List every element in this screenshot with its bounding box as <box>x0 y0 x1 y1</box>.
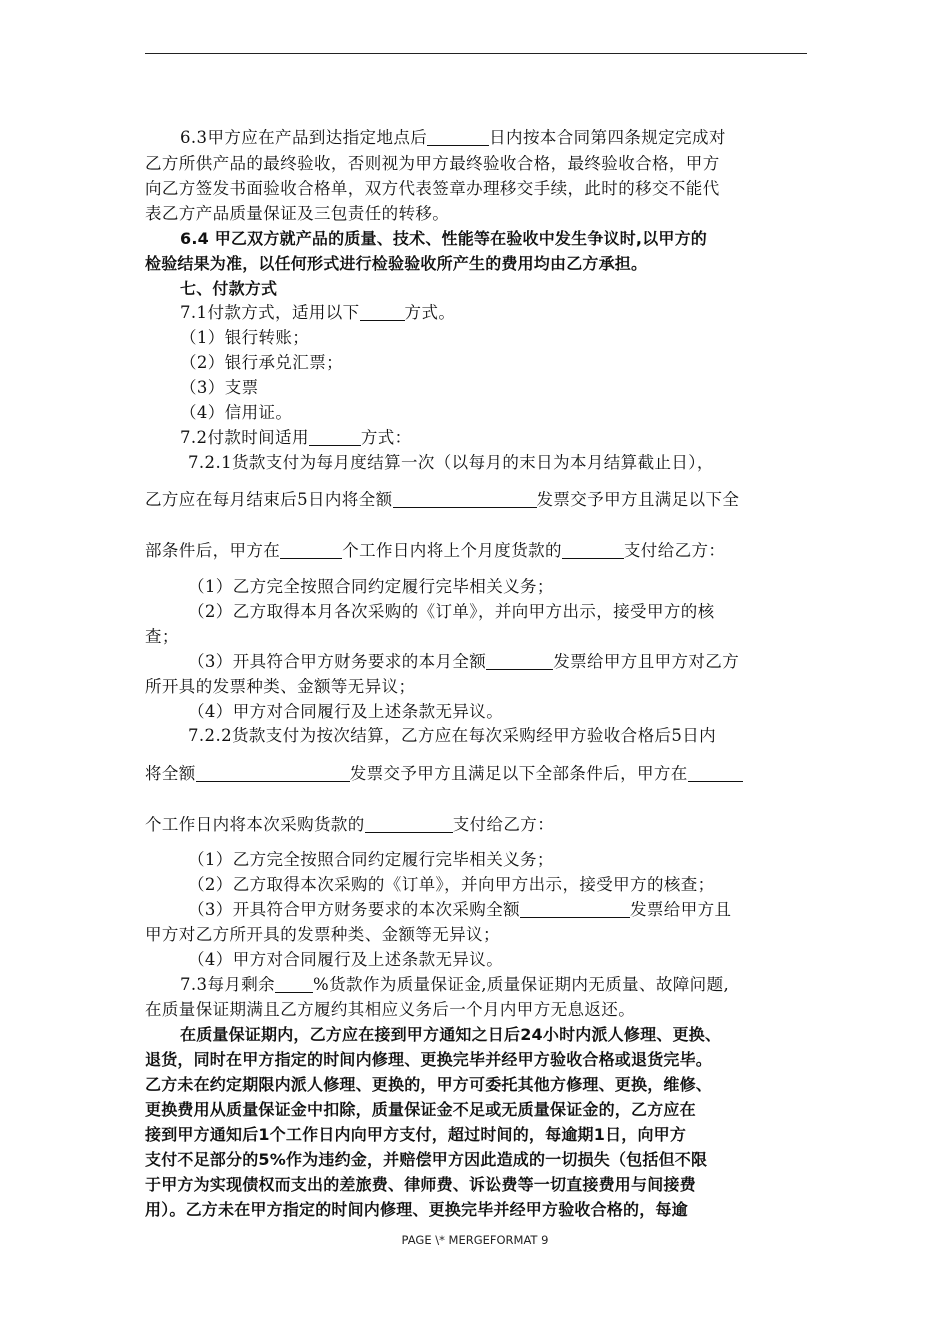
blank-percent <box>275 974 313 993</box>
warranty-line-7: 于甲方为实现债权而支出的差旅费、律师费、诉讼费等一切直接费用与间接费 <box>145 1175 696 1194</box>
monthly-condition-3-line-1 <box>188 651 739 673</box>
header-rule <box>145 53 807 54</box>
monthly-condition-4: （4）甲方对合同履行及上述条款无异议。 <box>188 702 504 721</box>
text: 7.2付款时间适用 <box>180 428 309 447</box>
option-1: （1）银行转账； <box>180 328 310 347</box>
clause-7-2-2-line-3 <box>145 814 554 836</box>
clause-7-3-line-2: 在质量保证期满且乙方履约其相应义务后一个月内甲方无息返还。 <box>145 1000 636 1019</box>
clause-6-3-line-2: 乙方所供产品的最终验收，否则视为甲方最终验收合格，最终验收合格，甲方 <box>145 154 720 173</box>
text: 支付给乙方： <box>452 815 555 834</box>
option-3: （3）支票 <box>180 378 259 397</box>
clause-6-3-line-1 <box>180 127 726 149</box>
page-footer: PAGE \* MERGEFORMAT 9 <box>401 1233 549 1247</box>
per-order-condition-3-line-2: 甲方对乙方所开具的发票种类、金额等无异议； <box>145 925 500 944</box>
blank-days <box>280 540 342 559</box>
warranty-line-6: 支付不足部分的5%作为违约金，并赔偿甲方因此造成的一切损失（包括但不限 <box>145 1150 708 1169</box>
monthly-condition-2-line-2: 查； <box>145 627 179 646</box>
section-7-heading: 七、付款方式 <box>180 279 278 298</box>
text: 方式： <box>360 428 412 447</box>
blank-amount <box>562 540 624 559</box>
warranty-line-2: 退货，同时在甲方指定的时间内修理、更换完毕并经甲方验收合格或退货完毕。 <box>145 1050 713 1069</box>
warranty-line-8: 用）。乙方未在甲方指定的时间内修理、更换完毕并经甲方验收合格的，每逾 <box>145 1200 688 1219</box>
clause-7-2-1-line-2 <box>145 489 739 511</box>
warranty-line-3: 乙方未在约定期限内派人修理、更换的，甲方可委托其他方修理、更换，维修、 <box>145 1075 713 1094</box>
blank-method <box>360 302 405 321</box>
text: %货款作为质量保证金,质量保证期内无质量、故障问题, <box>313 975 730 994</box>
clause-7-3-line-1 <box>180 974 729 996</box>
text: （3）开具符合甲方财务要求的本月全额 <box>188 652 487 671</box>
clause-6-4-line-1: 6.4 甲乙双方就产品的质量、技术、性能等在验收中发生争议时,以甲方的 <box>180 229 707 248</box>
warranty-line-4: 更换费用从质量保证金中扣除，质量保证金不足或无质量保证金的，乙方应在 <box>145 1100 696 1119</box>
clause-6-4-line-2: 检验结果为准，以任何形式进行检验验收所产生的费用均由乙方承担。 <box>145 254 648 273</box>
per-order-condition-4: （4）甲方对合同履行及上述条款无异议。 <box>188 950 504 969</box>
text: 7.1付款方式，适用以下 <box>180 303 360 322</box>
option-4: （4）信用证。 <box>180 403 293 422</box>
text: 个工作日内将本次采购货款的 <box>145 815 365 834</box>
blank-amount <box>365 814 453 833</box>
blank-method <box>309 427 361 446</box>
monthly-condition-2-line-1: （2）乙方取得本月各次采购的《订单》，并向甲方出示，接受甲方的核 <box>188 602 715 621</box>
warranty-line-1: 在质量保证期内，乙方应在接到甲方通知之日后24小时内派人修理、更换、 <box>180 1025 722 1044</box>
warranty-line-5: 接到甲方通知后1个工作日内向甲方支付，超过时间的，每逾期1日，向甲方 <box>145 1125 687 1144</box>
text: 发票给甲方且 <box>630 900 732 919</box>
blank-amount <box>393 489 537 508</box>
text: 部条件后，甲方在 <box>145 541 281 560</box>
clause-7-2-1-line-3 <box>145 540 725 562</box>
blank-amount <box>196 763 350 782</box>
text: 7.3每月剩余 <box>180 975 276 994</box>
blank-amount <box>520 899 630 918</box>
text: 将全额 <box>145 764 196 783</box>
text: 发票交予甲方且满足以下全 <box>536 490 740 509</box>
text: 方式。 <box>404 303 456 322</box>
blank-days <box>427 127 489 146</box>
per-order-condition-2: （2）乙方取得本次采购的《订单》，并向甲方出示，接受甲方的核查； <box>188 875 715 894</box>
blank-amount <box>486 651 553 670</box>
blank-days <box>688 763 743 782</box>
text: （3）开具符合甲方财务要求的本次采购全额 <box>188 900 520 919</box>
per-order-condition-3-line-1 <box>188 899 731 921</box>
text: 乙方应在每月结束后5日内将全额 <box>145 490 393 509</box>
text: 6.3甲方应在产品到达指定地点后 <box>180 128 428 147</box>
clause-7-2-2-line-1: 7.2.2货款支付为按次结算，乙方应在每次采购经甲方验收合格后5日内 <box>188 726 717 745</box>
monthly-condition-3-line-2: 所开具的发票种类、金额等无异议； <box>145 677 416 696</box>
clause-6-3-line-4: 表乙方产品质量保证及三包责任的转移。 <box>145 204 450 223</box>
clause-7-1 <box>180 302 455 324</box>
text: 发票交予甲方且满足以下全部条件后，甲方在 <box>349 764 688 783</box>
clause-7-2-1-line-1: 7.2.1货款支付为每月度结算一次（以每月的末日为本月结算截止日）， <box>188 453 714 472</box>
text: 发票给甲方且甲方对乙方 <box>553 652 740 671</box>
clause-7-2 <box>180 427 412 449</box>
clause-6-3-line-3: 向乙方签发书面验收合格单，双方代表签章办理移交手续，此时的移交不能代 <box>145 179 720 198</box>
text: 个工作日内将上个月度货款的 <box>342 541 562 560</box>
text: 支付给乙方： <box>623 541 726 560</box>
text: 日内按本合同第四条规定完成对 <box>489 128 726 147</box>
per-order-condition-1: （1）乙方完全按照合同约定履行完毕相关义务； <box>188 850 554 869</box>
option-2: （2）银行承兑汇票； <box>180 353 343 372</box>
clause-7-2-2-line-2 <box>145 763 743 785</box>
monthly-condition-1: （1）乙方完全按照合同约定履行完毕相关义务； <box>188 577 554 596</box>
